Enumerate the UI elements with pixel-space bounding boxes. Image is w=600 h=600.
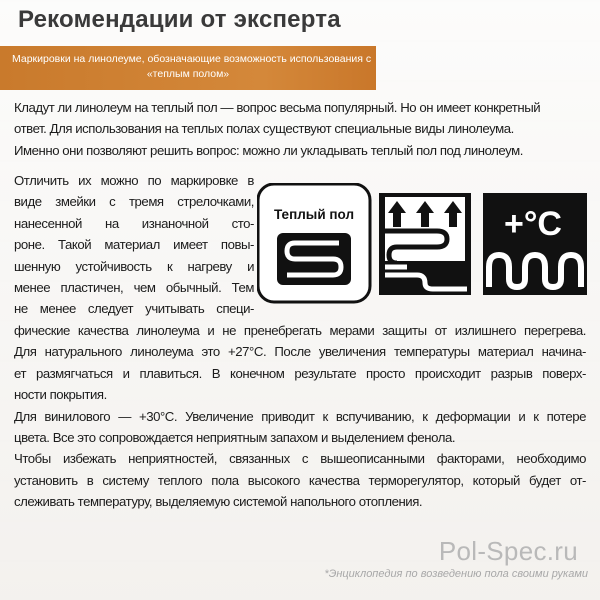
text-line: фические качества линолеума и не пренебрегать мерами защиты от излишнего перегрева. [14, 323, 586, 338]
marking-icons [257, 183, 589, 305]
marking-paragraph [14, 170, 254, 320]
text-line: менее пластичен, чем обычный. Тем [14, 280, 254, 296]
text-line: Чтобы избежать неприятностей, связанных с вышеописанными факторами, необходимо [14, 451, 586, 467]
text-line: установить в систему теплого пола высокого качества терморегулятор, который будет от- [14, 472, 586, 488]
text-line: цвета. Все это сопровождается неприятным запахом и выделением фенола. [14, 430, 456, 446]
site-watermark: Pol-Spec.ru [438, 536, 578, 566]
warm-floor-snake-icon [258, 184, 370, 302]
text-line: нанесенной на изнаночной сто- [14, 215, 254, 231]
heat-arrows-snake-icon [379, 193, 471, 295]
text-line: слеживать температуру, выделяемую системой напольного отопления. [14, 494, 423, 510]
temperature-snake-icon [483, 193, 587, 295]
text-line: Для винилового — +30°C. Увеличение приводит к вспучиванию, к деформации и к потере [14, 408, 586, 424]
text-line: шенную устойчивость к нагреву и [14, 258, 254, 274]
warm-floor-label: Теплый пол [273, 207, 355, 222]
text-line: не менее следует учитывать специ- [14, 301, 254, 317]
text-line: ответ. Для использования на теплых полах существуют специальные виды линолеума. [14, 121, 514, 137]
text-line: Для натурального линолеума это +27°C. После увеличения температуры материал начина- [14, 344, 586, 360]
text-line: виде змейки с тремя стрелочками, [14, 194, 254, 210]
banner-line-1: Маркировки на линолеуме, обозначающие возможность использования с [12, 53, 372, 65]
text-line: ет размягчаться и плавиться. В конечном результате просто происходит разрыв поверх- [14, 365, 586, 381]
text-line: роне. Такой материал имеет повы- [14, 237, 254, 253]
text-line: ности покрытия. [14, 387, 107, 403]
text-line: Кладут ли линолеум на теплый пол — вопрос весьма популярный. Но он имеет конкретный [14, 100, 541, 115]
page-title: Рекомендации от эксперта [18, 6, 341, 33]
text-line: Отличить их можно по маркировке в [14, 173, 254, 188]
footnote: *Энциклопедия по возведению пола своими руками [324, 568, 588, 580]
text-line: Именно они позволяют решить вопрос: можно ли укладывать теплый пол под линолеум. [14, 142, 523, 158]
intro-paragraph [14, 97, 586, 161]
details-paragraph [14, 320, 586, 513]
temperature-label: +°C [503, 205, 563, 243]
subtitle-banner [0, 46, 376, 90]
banner-line-2: «теплым полом» [146, 68, 230, 80]
